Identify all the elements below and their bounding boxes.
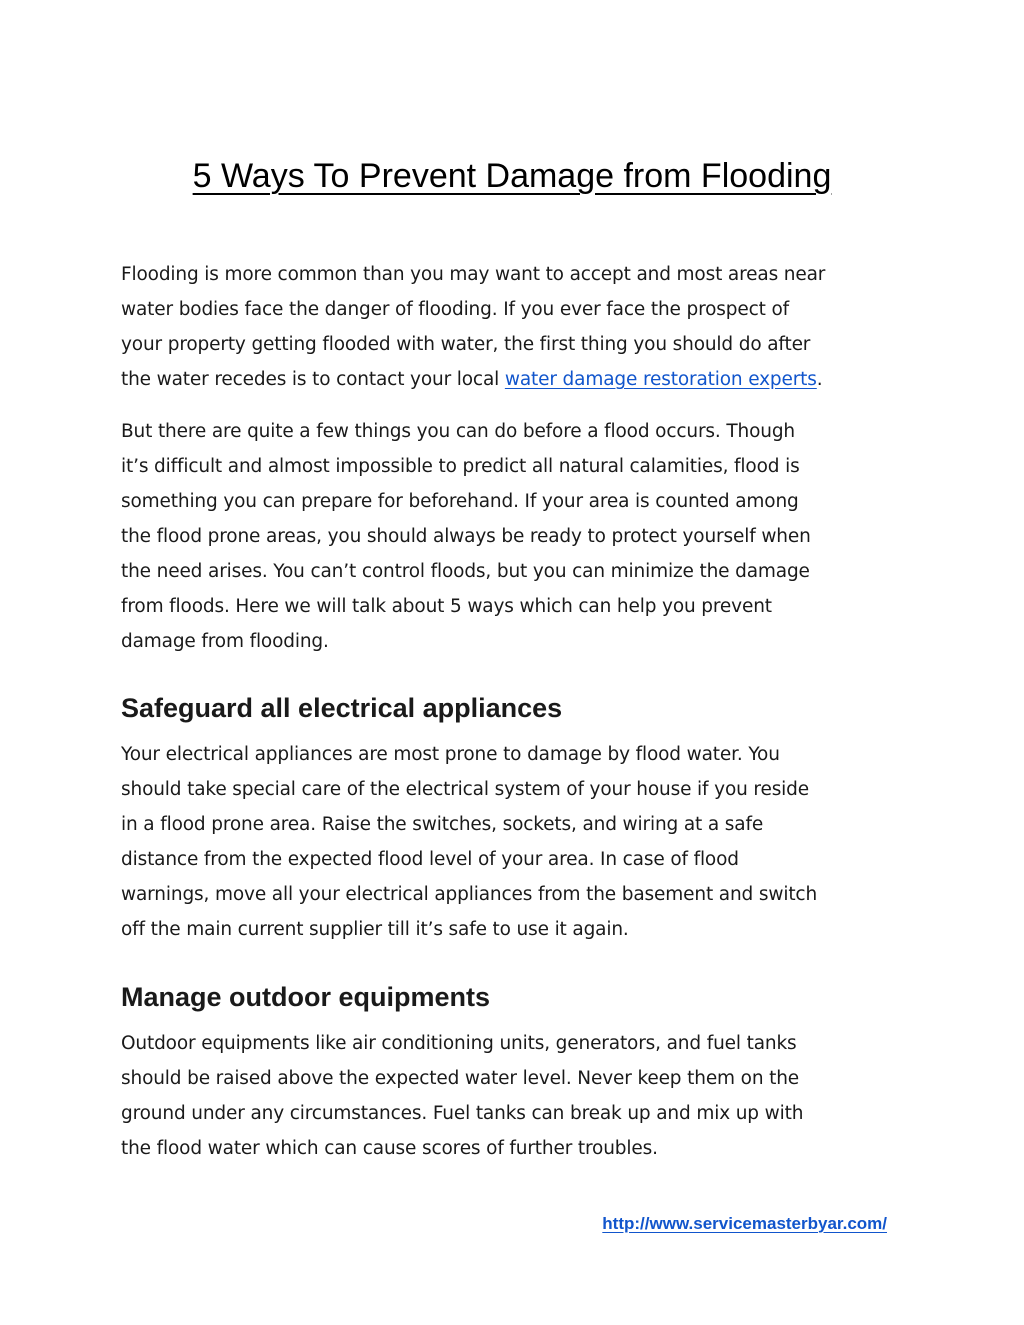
intro-line: Flooding is more common than you may want to accept and most areas near [121,264,826,285]
page-title: 5 Ways To Prevent Damage from Flooding [192,157,832,195]
paragraph-line: the need arises. You can’t control floods, but you can minimize the damage [121,561,810,582]
paragraph-line: should be raised above the expected water level. Never keep them on the [121,1068,800,1089]
section-paragraph-outdoor [121,1026,921,1166]
section-heading-electrical: Safeguard all electrical appliances [121,693,563,723]
water-damage-restoration-link[interactable]: water damage restoration experts [504,369,817,390]
intro-paragraph [121,257,921,397]
intro-line-suffix: . [816,369,823,390]
intro-line: water bodies face the danger of flooding. If you ever face the prospect of [121,299,789,320]
paragraph-line: the flood prone areas, you should always be ready to protect yourself when [121,526,811,547]
paragraph-line: it’s difficult and almost impossible to predict all natural calamities, flood is [121,456,800,477]
intro-line: your property getting flooded with water, the first thing you should do after [121,334,811,355]
paragraph-line: But there are quite a few things you can do before a flood occurs. Though [121,421,795,442]
paragraph-line: damage from flooding. [121,631,329,652]
paragraph-line: the flood water which can cause scores of further troubles. [121,1138,658,1159]
footer-website-link[interactable]: http://www.servicemasterbyar.com/ [602,1214,887,1233]
intro-line-prefix: the water recedes is to contact your local [121,369,505,390]
paragraph-line: in a flood prone area. Raise the switches, sockets, and wiring at a safe [121,814,764,835]
paragraph-line: Outdoor equipments like air conditioning units, generators, and fuel tanks [121,1033,797,1054]
paragraph-line: warnings, move all your electrical appliances from the basement and switch [121,884,818,905]
paragraph-line: Your electrical appliances are most prone to damage by flood water. You [121,744,780,765]
intro-line-with-link [121,362,921,397]
paragraph-line: off the main current supplier till it’s safe to use it again. [121,919,629,940]
section-heading-outdoor: Manage outdoor equipments [121,982,491,1012]
paragraph-line: something you can prepare for beforehand. If your area is counted among [121,491,799,512]
paragraph-line: distance from the expected flood level of your area. In case of flood [121,849,739,870]
paragraph-line: from floods. Here we will talk about 5 ways which can help you prevent [121,596,772,617]
section-paragraph-electrical [121,737,921,947]
paragraph-line: ground under any circumstances. Fuel tanks can break up and mix up with [121,1103,804,1124]
second-paragraph [121,414,921,659]
paragraph-line: should take special care of the electrical system of your house if you reside [121,779,809,800]
